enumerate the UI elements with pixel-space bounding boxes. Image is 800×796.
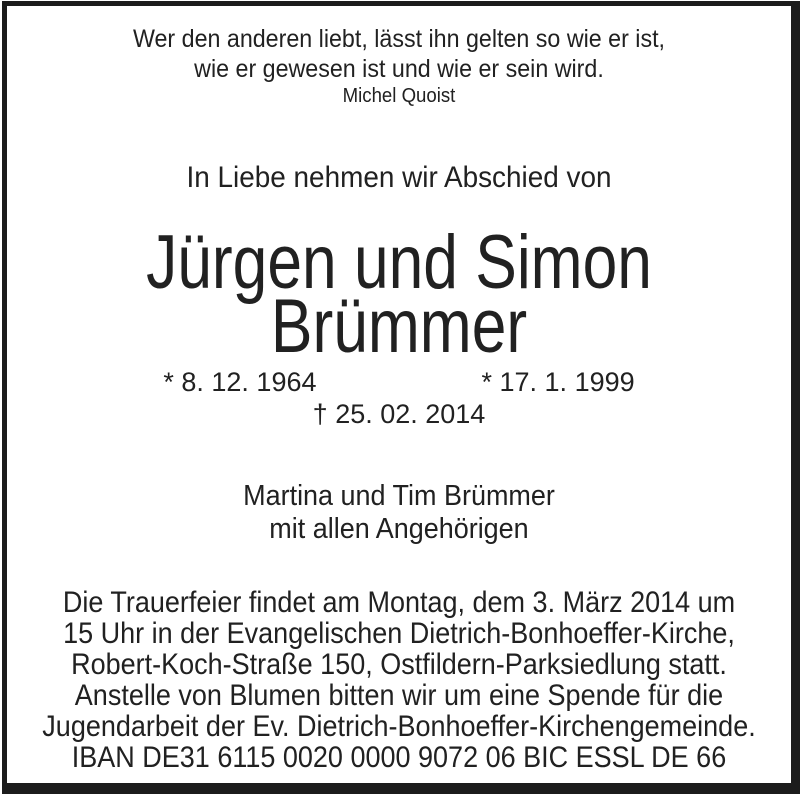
funeral-detail-line: 15 Uhr in der Evangelischen Dietrich-Bonhoeffer-Kirche, <box>63 617 735 650</box>
death-date: † 25. 02. 2014 <box>312 399 486 429</box>
deceased-name <box>78 220 721 369</box>
birth-dates-row <box>7 367 791 397</box>
funeral-detail-line: Die Trauerfeier findet am Montag, dem 3. März 2014 um <box>62 586 736 619</box>
intro-block <box>34 161 763 195</box>
quote-attribution <box>34 84 763 109</box>
intro-line: In Liebe nehmen wir Abschied von <box>186 161 612 194</box>
funeral-detail-line: Jugendarbeit der Ev. Dietrich-Bonhoeffer-Kirchengemeinde. <box>42 710 756 743</box>
funeral-detail-line: Robert-Koch-Straße 150, Ostfildern-Parksiedlung statt. <box>71 648 727 681</box>
obituary-notice <box>2 1 800 794</box>
birth-date-right: * 17. 1. 1999 <box>481 367 635 397</box>
deceased-name-line-1: Jürgen und Simon <box>146 220 652 305</box>
mourners-block <box>34 480 763 546</box>
quote-block <box>34 24 763 84</box>
quote-author: Michel Quoist <box>342 85 456 107</box>
funeral-detail-line: IBAN DE31 6115 0020 0000 9072 06 BIC ESSL DE 66 <box>71 741 727 774</box>
funeral-details-block <box>42 586 756 774</box>
mourners-line-2: mit allen Angehörigen <box>269 513 529 545</box>
quote-line-2: wie er gewesen ist und wie er sein wird. <box>194 55 604 83</box>
quote-line-1: Wer den anderen liebt, lässt ihn gelten so wie er ist, <box>132 25 666 53</box>
deceased-name-line-2: Brümmer <box>270 284 528 369</box>
birth-date-left: * 8. 12. 1964 <box>163 367 317 397</box>
mourners-line-1: Martina und Tim Brümmer <box>243 480 555 512</box>
funeral-detail-line: Anstelle von Blumen bitten wir um eine Spende für die <box>74 679 724 712</box>
death-date-line <box>7 399 791 429</box>
